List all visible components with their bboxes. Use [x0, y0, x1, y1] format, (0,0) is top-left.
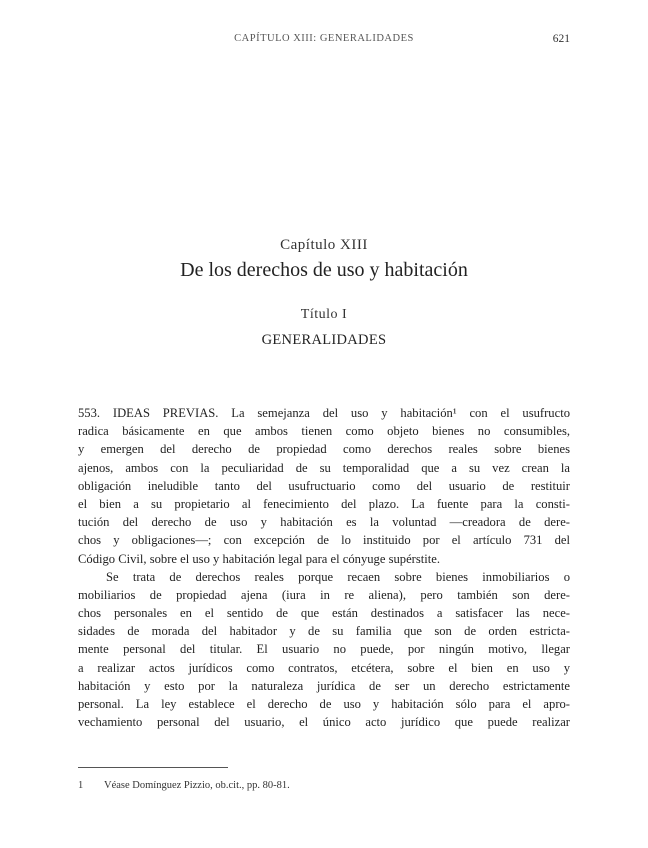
text-line: obligación ineludible tanto del usufructuario como del usuario de restituir [78, 478, 570, 493]
text-line: Se trata de derechos reales porque recaen sobre bienes inmobiliarios o [106, 569, 570, 584]
paragraph-2 [78, 568, 570, 732]
footnote-number: 1 [78, 780, 84, 791]
text-line: y emergen del derecho de propiedad como derechos reales sobre bienes [78, 442, 570, 457]
text-line: personal. La ley establece el derecho de uso y habitación sólo para el apro- [78, 697, 570, 711]
text-line: 553. IDEAS PREVIAS. La semejanza del uso y habitación¹ con el usufructo [78, 406, 570, 420]
footnote-text: Véase Domínguez Pizzio, ob.cit., pp. 80-81. [104, 780, 290, 791]
body-text [78, 404, 570, 731]
text-line: el bien a su propietario al fenecimiento del plazo. La fuente para la consti- [78, 496, 570, 511]
text-line: habitación y esto por la naturaleza jurídica de ser un derecho estrictamente [78, 678, 570, 693]
footnote-divider [78, 767, 228, 768]
text-line: tución del derecho de uso y habitación es la voluntad —creadora de dere- [78, 515, 570, 530]
footnote [78, 780, 570, 791]
text-line: a realizar actos jurídicos como contratos, etcétera, sobre el bien en uso y [78, 660, 570, 675]
text-line: mobiliarios de propiedad ajena (iura in re aliena), pero también son dere- [78, 587, 570, 602]
text-line: vechamiento personal del usuario, el único acto jurídico que puede realizar [78, 715, 570, 730]
text-line: sidades de morada del habitador y de su familia que son de orden estricta- [78, 624, 570, 639]
title-label: Título I [300, 307, 348, 322]
text-line: ajenos, ambos con la peculiaridad de su temporalidad que a su vez crean la [78, 460, 570, 475]
text-line: chos personales en el sentido de que están destinados a satisfacer las nece- [78, 606, 570, 621]
chapter-label: Capítulo XIII [280, 237, 368, 253]
section-heading: GENERALIDADES [261, 332, 387, 348]
paragraph-1 [78, 404, 570, 568]
chapter-title: De los derechos de uso y habitación [180, 259, 468, 281]
text-line: radica básicamente en que ambos tienen como objeto bienes no consumibles, [78, 424, 570, 439]
running-header [0, 33, 648, 49]
text-line: Código Civil, sobre el uso y habitación legal para el cónyuge supérstite. [78, 551, 440, 566]
running-title: CAPÍTULO XIII: GENERALIDADES [234, 33, 414, 44]
page-number: 621 [552, 33, 570, 45]
text-line: mente personal del titular. El usuario no puede, por ningún motivo, llegar [78, 642, 570, 657]
text-line: chos y obligaciones—; con excepción de lo instituido por el artículo 731 del [78, 533, 570, 548]
